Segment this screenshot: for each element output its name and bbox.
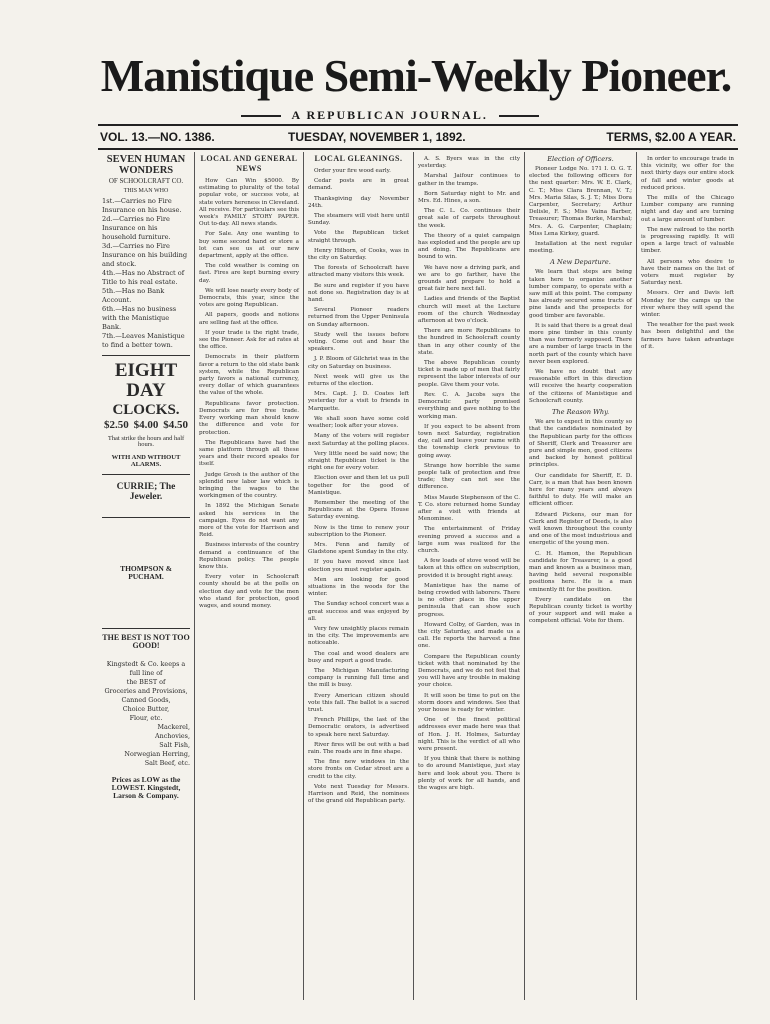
article-paragraph: Born Saturday night to Mr. and Mrs. Ed. Hines, a son. [418, 190, 520, 205]
grocer-ad-line: Choice Butter, [122, 705, 170, 714]
article-paragraph: There are more Republicans to the hundred in Schoolcraft county than in any other county of the state. [418, 328, 520, 356]
article-paragraph: Pioneer Lodge No. 171 I. O. G. T. elected the following officers for the next quarter: Mrs. W. E. Clark, C. T.; Miss Clara Brennan, V. T.; Mrs. Maria Silas, S. J. T.; Miss Dora Carpenter, Secretary; Arthur Delisle, F. S.; Miss Vaina Barber, Treasurer; Thomas Burke, Marshal; Mrs. A. G. Carpenter, Chaplain; Miss Lena Kirkey, guard. [529, 166, 632, 237]
masthead-title: Manistique Semi-Weekly Pioneer. [100, 50, 732, 101]
article-paragraph: We have no doubt that any reasonable effort in this direction will receive the hearty cooperation of the citizens of Manistique and Schoolcraft county. [529, 369, 632, 404]
wonders-item: 7th.—Leaves Manistique to find a better town. [102, 331, 185, 349]
article-paragraph: The mills of the Chicago Lumber company are running night and day and are turning out a large amount of lumber. [641, 195, 734, 223]
wonders-kicker: THIS MAN WHO [123, 188, 169, 195]
article-paragraph: Vote next Tuesday for Messrs. Harrison and Reid, the nominees of the grand old Republican party. [308, 783, 409, 805]
grocer-ad-line: Canned Goods, [121, 696, 171, 705]
article-paragraph: Manistique has the name of being crowded with laborers. There is no other place in the upper peninsula that can show such progress. [418, 582, 520, 618]
clock-strike-text: That strike the hours and half hours. [107, 434, 185, 449]
article-paragraph: The Republicans have had the same platform through all these years and their record speaks for itself. [199, 439, 299, 468]
article-paragraph: Every voter in Schoolcraft county should be at the polls on election day and vote for the men who stand for protection, good wages, and sound money. [199, 574, 299, 609]
dateline [98, 124, 738, 150]
article-paragraph: The new railroad to the north is progressing rapidly. It will open a large tract of valuable timber. [641, 226, 734, 255]
wonders-item: 6th.—Has no business with the Manistique Bank. [102, 304, 177, 331]
article-paragraph: Many of the voters will register next Saturday at the polling places. [308, 433, 410, 447]
article-paragraph: Very few unsightly places remain in the city. The improvements are noticeable. [308, 625, 409, 647]
clock-prices [104, 419, 188, 432]
article-paragraph: Henry Hilborn, of Cooks, was in the city on Saturday. [308, 247, 409, 262]
column-notices [524, 152, 636, 1000]
article-paragraph: Every American citizen should vote this fall. The ballot is a sacred trust. [308, 692, 409, 713]
column-misc [636, 152, 738, 1000]
article-paragraph: If your trade is the right trade, see the Pioneer. Ask for ad rates at the office. [199, 329, 299, 351]
article-paragraph: Our candidate for Sheriff, E. D. Carr, is a man that has been known here for many years and always faithful to duty. He will make an efficient officer. [529, 472, 632, 508]
article-heading: A New Departure. [550, 258, 611, 267]
clock-ad-title: EIGHT DAY [114, 359, 178, 401]
grocer-ad-line: Flour, etc. [129, 714, 163, 723]
article-paragraph: French Phillips, the last of the Democratic orators, is advertised to speak here next Saturday. [308, 717, 409, 738]
grocer-ad-line: Groceries and Provisions, [104, 687, 188, 696]
article-paragraph: J. P. Bloom of Gilchrist was in the city on Saturday on business. [308, 356, 409, 370]
article-paragraph: We are to expect in this county so that the candidates nominated by the Republican party for the offices of Sheriff, Clerk and Treasurer are pure and simple men, good citizens and backed by honest political principles. [529, 419, 632, 469]
wonders-item: 5th.—Has no Bank Account. [102, 286, 165, 304]
grocer-ad-lines [102, 660, 190, 768]
column-heading: LOCAL GLEANINGS. [314, 154, 403, 163]
article-paragraph: Election over and then let us pull together for the good of Manistique. [308, 475, 409, 496]
clock-price: $4.50 [163, 419, 188, 432]
article-paragraph: Compare the Republican county ticket with that nominated by the Democrats, and we do not feel that you will have any trouble in making your choice. [418, 653, 520, 689]
wonders-subhead: OF SCHOOLCRAFT CO. [108, 177, 184, 186]
article-paragraph: Order your fire wood early. [314, 168, 391, 174]
column-body [418, 156, 520, 792]
subhead-rule-left [241, 115, 281, 117]
article-paragraph: Democrats in their platform favor a return to the old state bank system, while the Republican party favors a national currency, every dollar of which guarantees the value of the whole. [199, 354, 299, 397]
column-items [413, 152, 524, 1000]
wonders-item: 3d.—Carries no Fire Insurance on his building and stock. [102, 241, 188, 268]
article-paragraph: Ladies and friends of the Baptist church will meet at the Lecture room of the church Wednesday afternoon at two o'clock. [418, 296, 520, 325]
article-paragraph: All persons who desire to have their names on the list of voters must register by Saturday next. [641, 258, 734, 287]
article-body [529, 166, 632, 255]
article-paragraph: It is said that there is a great deal more pine timber in this county than was formerly supposed. There are a number of large tracts in the north part of the county which have never been explored. [529, 322, 632, 365]
article-body [529, 419, 632, 625]
jeweler-name: CURRIE; The Jeweler. [116, 481, 176, 502]
article-heading: Election of Officers. [547, 155, 614, 163]
article-paragraph: C. H. Hamon, the Republican candidate for Treasurer, is a good man and known as a business man, having held several responsible positions here. He is a man eminently fit for the position. [529, 550, 632, 593]
article-paragraph: The weather for the past week has been delightful and the farmers have taken advantage of it. [641, 322, 734, 350]
article-paragraph: We have now a driving park, and we are to go farther, have the grounds and prepare to hold a great fair here next fall. [418, 264, 520, 293]
grocer-ad-line: Salt Fish, [159, 741, 190, 750]
article-paragraph: Marshal Jaifour continues to gather in the tramps. [418, 173, 520, 187]
article-paragraph: Thanksgiving day November 24th. [308, 195, 409, 209]
article-paragraph: The steamers will visit here until Sunday. [308, 213, 409, 227]
article-paragraph: The C. L. Co. continues their great sale of carpets throughout the week. [418, 208, 520, 229]
thompson-ad: THOMPSON & PUCHAM. [120, 563, 172, 581]
article-paragraph: Edward Pickens, our man for Clerk and Register of Deeds, is also well known throughout the county and one of the most industrious and energetic of the young men. [529, 511, 632, 547]
article-paragraph: The cold weather is coming on fast. Fires are kept burning every day. [199, 263, 299, 284]
article-paragraph: A. S. Byers was in the city yesterday. [418, 156, 520, 170]
article-paragraph: We learn that steps are being taken here to organize another lumber company, to operate with a saw mill at this point. The company has already secured some tracts of pine lands and the prospects for good timber are favorable. [529, 269, 632, 319]
article-paragraph: Now is the time to renew your subscription to the Pioneer. [308, 524, 409, 538]
ad-blank-space [102, 583, 190, 623]
article-paragraph: Very little need be said now; the straight Republican ticket is the right one for every voter. [308, 450, 409, 472]
article-paragraph: It will soon be time to put on the storm doors and windows. See that your house is ready for winter. [418, 692, 520, 714]
article-paragraph: We shall soon have some cold weather; look after your stoves. [308, 415, 409, 430]
clock-ad-subtitle: CLOCKS. [112, 401, 180, 418]
article-paragraph: Vote the Republican ticket straight through. [308, 230, 409, 244]
wonders-item: 2d.—Carries no Fire Insurance on his household furniture. [102, 214, 171, 241]
article-paragraph: Mrs. Capt. J. D. Coates left yesterday for a visit to friends in Marquette. [308, 391, 409, 412]
article-paragraph: The theory of a quiet campaign has exploded and the people are up and doing. The Republicans are bound to win. [418, 232, 520, 261]
article-paragraph: Remember the meeting of the Republicans at the Opera House Saturday evening. [308, 499, 409, 521]
clock-price: $2.50 [104, 419, 129, 432]
article-paragraph: Cedar posts are in great demand. [308, 178, 409, 192]
grocer-ad-line: Anchovies, [154, 732, 190, 741]
issue-date: TUESDAY, NOVEMBER 1, 1892. [288, 130, 466, 144]
clock-price: $4.00 [133, 419, 159, 432]
subscription-terms: TERMS, $2.00 A YEAR. [606, 130, 736, 144]
subhead-text: A REPUBLICAN JOURNAL. [291, 108, 488, 122]
volume-number: VOL. 13.—NO. 1386. [100, 130, 215, 144]
article-paragraph: Mrs. Fenn and family of Gladstone spent Sunday in the city. [308, 541, 409, 556]
article-paragraph: If you think that there is nothing to do around Manistique, just stay here and look about you. There is plenty of work for all hands, and the wages are high. [418, 756, 520, 792]
clock-alarms-text: WITH AND WITHOUT ALARMS. [111, 454, 181, 469]
article-heading: The Reason Why. [551, 408, 610, 417]
article-paragraph: Every candidate on the Republican county ticket is worthy of your support and will make a competent official. Vote for them. [529, 596, 632, 625]
article-paragraph: Rev. C. A. Jacobs says the Democratic party promised everything and gave nothing to the working man. [418, 391, 520, 420]
article-paragraph: For Sale. Any one wanting to buy some second hand or store a lot can see us at our new department, apply at the office. [199, 231, 299, 260]
column-local-news [194, 152, 303, 1000]
grocer-ad-footer: Prices as LOW as the LOWEST. Kingstedt, Larson & Company. [111, 775, 181, 801]
wonders-item: 4th.—Has no Abstract of Title to his real estate. [102, 268, 185, 286]
ad-divider [102, 474, 190, 475]
article-paragraph: Men are looking for good situations in the woods for the winter. [308, 576, 409, 598]
article-paragraph: Howard Colby, of Garden, was in the city Saturday, and made us a call. He reports the harvest a fine one. [418, 621, 520, 650]
subhead-banner [200, 108, 580, 124]
article-paragraph: The above Republican county ticket is made up of men that fairly represent the labor interests of our people. Give them your vote. [418, 360, 520, 388]
ad-blank-space [102, 523, 190, 563]
grocer-ad-line: Norwegian Herring, [124, 750, 190, 759]
article-paragraph: If you have moved since last election you must register again. [308, 559, 409, 573]
article-paragraph: Strange how horrible the same people talk of protection and free trade; they can not see the difference. [418, 462, 520, 491]
wonders-list [102, 197, 190, 350]
article-paragraph: The forests of Schoolcraft have attracted many visitors this week. [308, 265, 409, 279]
column-body [641, 156, 734, 351]
article-paragraph: Next week will give us the returns of the election. [308, 373, 409, 388]
article-paragraph: Study well the issues before voting. Come out and hear the speakers. [308, 331, 409, 353]
article-body [529, 269, 632, 405]
article-paragraph: The Sunday school concert was a great success and was enjoyed by all. [308, 601, 409, 622]
ad-divider [102, 517, 190, 518]
article-paragraph: In 1892 the Michigan Senate asked his services in the campaign. Eyes do not want any more of the vote for Harrison and Reid. [199, 503, 299, 539]
article-paragraph: Several Pioneer readers returned from the Upper Peninsula on Sunday afternoon. [308, 307, 409, 328]
article-paragraph: The Michigan Manufacturing company is running full time and the mill is busy. [308, 667, 409, 689]
article-paragraph: How Can Win $5000. By estimating to plurality of the total popular vote, or success vote, at state voters hereness in Cleveland. All receive. For particulars see this week's FAMILY STORY PAPER. Out to-day. All news stands. [199, 178, 299, 228]
article-paragraph: One of the finest political addresses ever made here was that of Hon. J. H. Holmes, Saturday night. This is the verdict of all who were present. [418, 717, 520, 753]
article-paragraph: The fine new windows in the store fronts on Cedar street are a credit to the city. [308, 759, 409, 780]
article-paragraph: The coal and wood dealers are busy and report a good trade. [308, 650, 409, 664]
article-paragraph: In order to encourage trade in this vicinity, we offer for the next thirty days our entire stock of fall and winter goods at reduced prices. [641, 156, 734, 191]
column-ads [98, 152, 194, 1000]
grocer-ad-line: Mackerel, [157, 723, 190, 732]
article-paragraph: If you expect to be absent from town next Saturday, registration day, call and leave your name with the township clerk previous to going away. [418, 423, 520, 459]
article-paragraph: Be sure and register if you have not done so. Registration day is at hand. [308, 282, 409, 304]
article-paragraph: We will lose nearly every body of Democrats, this year, since the votes are going Republican. [199, 287, 299, 309]
wonders-item: 1st.—Carries no Fire Insurance on his house. [102, 196, 182, 214]
article-paragraph: A few loads of stove wood will be taken at this office on subscription, provided it is brought right away. [418, 558, 520, 579]
column-body [199, 178, 299, 610]
column-heading: LOCAL AND GENERAL NEWS [200, 154, 298, 173]
article-paragraph: All papers, goods and notions are selling fast at the office. [199, 312, 299, 326]
column-body [308, 168, 409, 805]
article-paragraph: River fires will be out with a bad rain. The roads are in fine shape. [308, 741, 409, 756]
grocer-ad-line: Salt Beef, etc. [144, 759, 190, 768]
article-paragraph: Republicans favor protection. Democrats are for free trade. Every working man should know the difference and vote for protection. [199, 400, 299, 436]
column-local-gleanings [303, 152, 413, 1000]
subhead-rule-right [499, 115, 539, 117]
ad-divider [102, 355, 190, 356]
article-paragraph: Miss Maude Stephenson of the C. T. Co. store returned home Sunday after a visit with friends at Menominee. [418, 494, 520, 523]
grocer-ad-line: Kingstedt & Co. keeps a full line of [106, 660, 186, 678]
wonders-headline: SEVEN HUMAN WONDERS [106, 154, 186, 177]
article-paragraph: Installation at the next regular meeting. [529, 241, 632, 255]
article-paragraph: The entertainment of Friday evening proved a success and a large sum was realized for the church. [418, 526, 520, 554]
best-ad-headline: THE BEST IS NOT TOO GOOD! [102, 632, 190, 651]
grocer-ad-line: the BEST of [126, 678, 166, 687]
article-paragraph: Messrs. Orr and Davis left Monday for the camps up the river where they will spend the winter. [641, 290, 734, 319]
article-paragraph: Judge Grosh is the author of the splendid new labor law which is bringing the wages to the workingmen of the country. [199, 471, 299, 500]
article-paragraph: Business interests of the country demand a continuance of the Republican policy. The people know this. [199, 542, 299, 570]
ad-divider [102, 628, 190, 629]
